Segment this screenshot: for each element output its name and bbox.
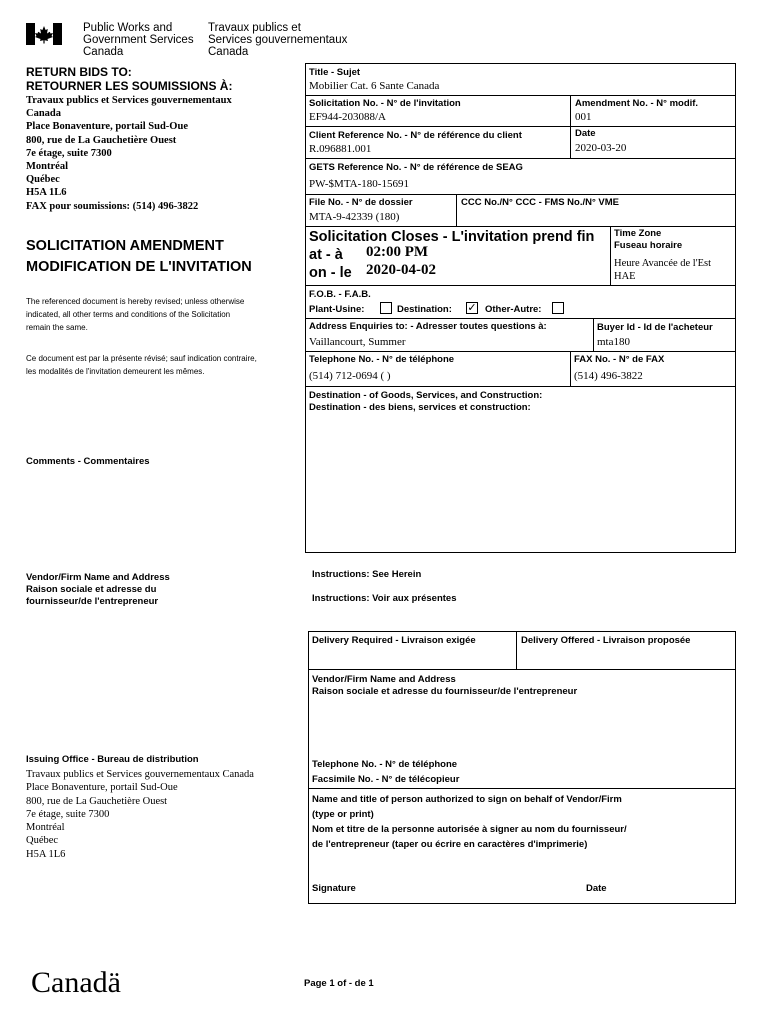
dept-en-line: Government Services (83, 34, 194, 46)
destination-line: Destination - of Goods, Services, and Construction: (309, 390, 543, 401)
vendor-label-line: Raison sociale et adresse du (26, 584, 157, 595)
vendor-name-address-label (26, 572, 170, 608)
auth-line: Nom et titre de la personne autorisée à signer au nom du fournisseur/ (312, 824, 627, 835)
authorized-person-label (312, 792, 627, 852)
vendor-label-line: fournisseur/de l'entrepreneur (26, 596, 159, 607)
canada-wordmark: Canadä (31, 966, 121, 999)
text-line: indicated, all other terms and conditions of the Solicitation (26, 310, 231, 319)
instructions-en: Instructions: See Herein (312, 569, 422, 580)
address-line: 7e étage, suite 7300 (26, 808, 110, 820)
canada-flag-icon (26, 23, 62, 45)
date-label: Date (575, 128, 596, 139)
return-bids-title-fr: RETOURNER LES SOUMISSIONS À: (26, 79, 233, 93)
address-line: Place Bonaventure, portail Sud-Oue (26, 121, 188, 133)
buyer-id-value: mta180 (597, 336, 630, 348)
destination-goods-label (309, 390, 542, 414)
vendor-firm-field[interactable] (312, 702, 732, 752)
return-bids-heading (26, 65, 232, 93)
dept-en-line: Public Works and (83, 22, 173, 34)
date-value: 2020-03-20 (575, 142, 627, 154)
fax-for-bids: FAX pour soumissions: (514) 496-3822 (26, 200, 199, 212)
text-line: Ce document est par la présente révisé; sauf indication contraire, (26, 354, 257, 363)
plant-usine-label: Plant-Usine: (309, 304, 365, 315)
solicitation-number-label: Solicitation No. - N° de l'invitation (309, 98, 461, 109)
client-reference-value: R.096881.001 (309, 143, 372, 155)
address-line: Travaux publics et Services gouvernementaux Canada (26, 769, 254, 780)
delivery-offered-label: Delivery Offered - Livraison proposée (521, 635, 691, 646)
destination-line: Destination - des biens, services et construction: (309, 402, 531, 413)
return-bids-address (26, 94, 232, 213)
dept-fr-line: Canada (208, 46, 249, 58)
tz-value-line: Heure Avancée de l'Est (614, 258, 712, 269)
telephone-value: (514) 712-0694 ( ) (309, 370, 391, 382)
time-zone-label (614, 228, 682, 252)
on-label: on - le (309, 265, 352, 281)
delivery-offered-field[interactable] (521, 652, 731, 666)
vendor-label-line: Vendor/Firm Name and Address (312, 674, 456, 685)
amendment-heading (26, 236, 252, 278)
solicitation-number-value: EF944-203088/A (309, 111, 386, 123)
dept-fr-line: Travaux publics et (208, 22, 301, 34)
address-line: Canada (26, 108, 62, 120)
signature-date-label: Date (586, 883, 607, 894)
address-line: 800, rue de La Gauchetière Ouest (26, 795, 168, 807)
address-enquiries-value: Vaillancourt, Summer (309, 336, 406, 348)
amendment-number-label: Amendment No. - N° modif. (575, 98, 699, 109)
address-line: H5A 1L6 (26, 848, 66, 860)
address-line: Québec (26, 835, 59, 847)
delivery-required-field[interactable] (312, 652, 512, 666)
solicitation-closes-label: Solicitation Closes - L'invitation prend fin (309, 229, 595, 245)
comments-label: Comments - Commentaires (26, 456, 150, 467)
address-line: Montréal (26, 161, 68, 173)
issuing-office-label: Issuing Office - Bureau de distribution (26, 754, 199, 765)
checkmark-icon: ✓ (467, 302, 477, 314)
address-line: 800, rue de La Gauchetière Ouest (26, 134, 177, 146)
other-autre-label: Other-Autre: (485, 304, 542, 315)
vendor-firm-label (312, 674, 577, 698)
address-line: Québec (26, 174, 60, 186)
vendor-facsimile-label: Facsimile No. - N° de télécopieur (312, 774, 460, 785)
address-enquiries-label: Address Enquiries to: - Adresser toutes questions à: (309, 321, 547, 332)
file-number-label: File No. - N° de dossier (309, 197, 413, 208)
tz-label-line: Fuseau horaire (614, 240, 683, 251)
file-number-value: MTA-9-42339 (180) (309, 211, 400, 223)
fax-label: FAX No. - N° de FAX (574, 354, 665, 365)
destination-label: Destination: (397, 304, 452, 315)
issuing-office-address (26, 768, 254, 861)
buyer-id-label: Buyer Id - Id de l'acheteur (597, 322, 713, 333)
title-label: Title - Sujet (309, 67, 361, 78)
auth-line: Name and title of person authorized to sign on behalf of Vendor/Firm (312, 794, 622, 805)
gets-reference-value: PW-$MTA-180-15691 (309, 178, 409, 190)
dept-en-line: Canada (83, 46, 124, 58)
plant-checkbox[interactable] (380, 302, 392, 314)
gets-reference-label: GETS Reference No. - N° de référence de SEAG (309, 162, 523, 173)
address-line: 7e étage, suite 7300 (26, 147, 112, 159)
fob-label: F.O.B. - F.A.B. (309, 289, 371, 300)
at-label: at - à (309, 247, 343, 263)
vendor-label-line: Raison sociale et adresse du fournisseur/de l'entrepreneur (312, 686, 578, 697)
amendment-number-value: 001 (575, 111, 592, 123)
closing-date-value: 2020-04-02 (366, 262, 436, 278)
client-reference-label: Client Reference No. - N° de référence du client (309, 130, 522, 141)
telephone-label: Telephone No. - N° de téléphone (309, 354, 455, 365)
auth-line: de l'entrepreneur (taper ou écrire en caractères d'imprimerie) (312, 839, 588, 850)
return-bids-title-en: RETURN BIDS TO: (26, 65, 132, 79)
department-name-en (83, 22, 194, 58)
fax-value: (514) 496-3822 (574, 370, 643, 382)
department-name-fr (208, 22, 347, 58)
ccc-number-label: CCC No./N° CCC - FMS No./N° VME (461, 197, 620, 208)
amendment-text-en (26, 295, 244, 334)
address-line: Montréal (26, 822, 65, 834)
destination-checkbox[interactable] (466, 302, 478, 314)
instructions-fr: Instructions: Voir aux présentes (312, 593, 457, 604)
delivery-required-label: Delivery Required - Livraison exigée (312, 635, 476, 646)
tz-value-line: HAE (614, 271, 636, 282)
text-line: The referenced document is hereby revised; unless otherwise (26, 297, 245, 306)
title-value: Mobilier Cat. 6 Sante Canada (309, 80, 440, 92)
vendor-telephone-label: Telephone No. - N° de téléphone (312, 759, 458, 770)
amendment-text-fr (26, 352, 257, 378)
signature-label: Signature (312, 883, 356, 894)
page-number: Page 1 of - de 1 (304, 978, 374, 989)
address-line: Travaux publics et Services gouvernementaux (26, 95, 232, 106)
other-checkbox[interactable] (552, 302, 564, 314)
text-line: remain the same. (26, 323, 88, 332)
amendment-title-fr: MODIFICATION DE L'INVITATION (26, 259, 252, 275)
amendment-title-en: SOLICITATION AMENDMENT (26, 238, 224, 254)
time-zone-value (614, 257, 711, 283)
tz-label-line: Time Zone (614, 228, 662, 239)
closing-time-value: 02:00 PM (366, 244, 429, 260)
vendor-label-line: Vendor/Firm Name and Address (26, 572, 170, 583)
authorized-person-field[interactable] (312, 853, 732, 879)
address-line: Place Bonaventure, portail Sud-Oue (26, 782, 178, 794)
text-line: les modalités de l'invitation demeurent les mêmes. (26, 367, 205, 376)
dept-fr-line: Services gouvernementaux (208, 34, 348, 46)
auth-line: (type or print) (312, 809, 374, 820)
address-line: H5A 1L6 (26, 187, 67, 199)
